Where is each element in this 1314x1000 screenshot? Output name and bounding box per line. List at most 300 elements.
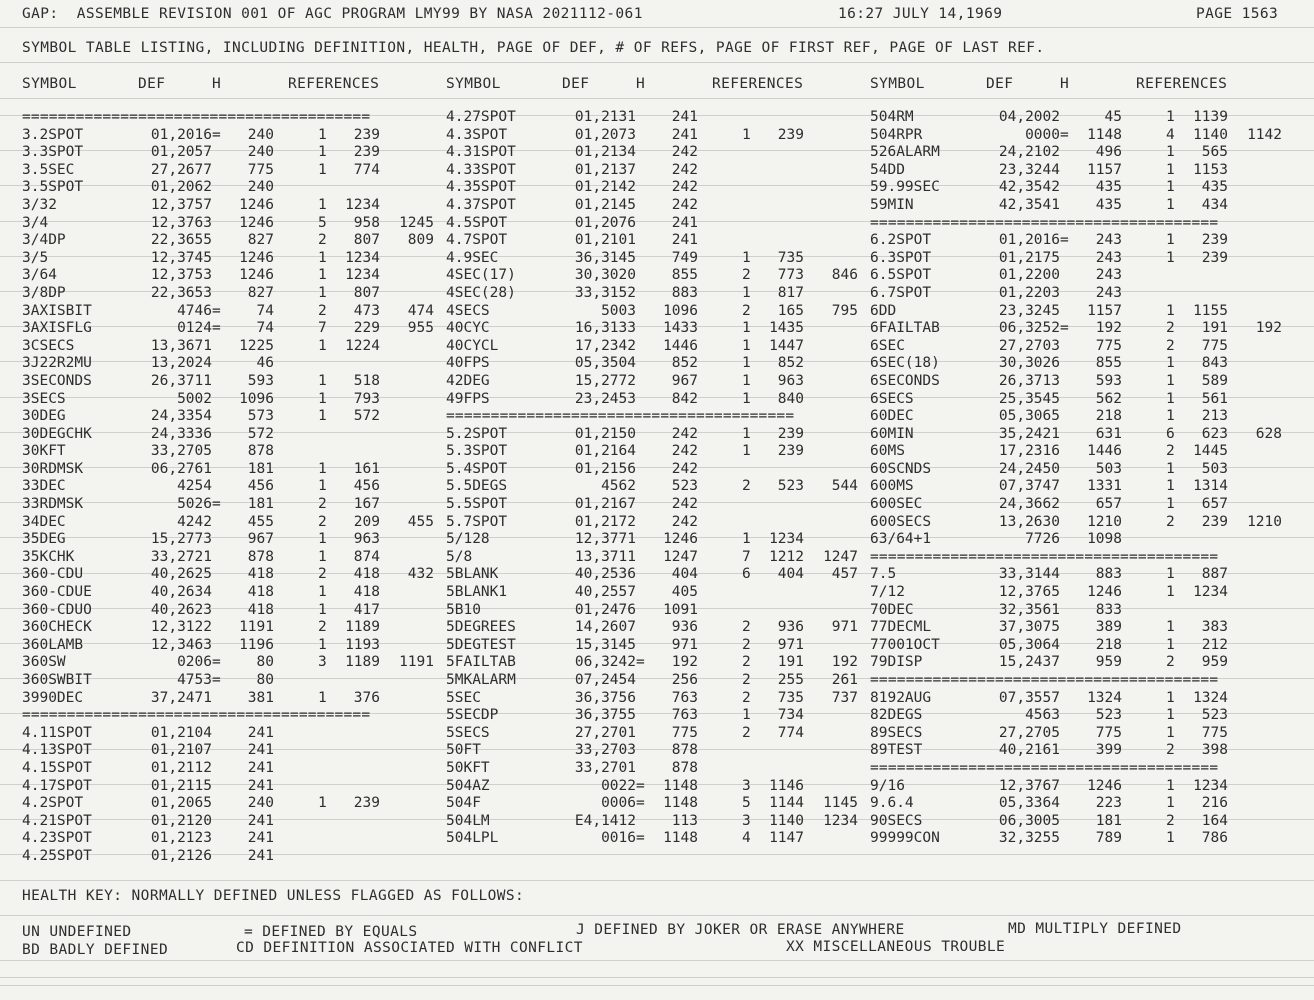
symbol-name: 49FPS: [446, 390, 490, 407]
table-row: [446, 127, 866, 145]
definition-page: 242: [671, 144, 698, 161]
reference-count: 2: [1166, 812, 1175, 829]
first-reference-page: 418: [353, 584, 380, 601]
symbol-name: 5.3SPOT: [446, 443, 508, 460]
symbol-definition: 13,3671: [150, 337, 212, 354]
first-reference-page: 383: [1201, 619, 1228, 636]
symbol-health: =: [1060, 320, 1069, 337]
symbol-name: 5B10: [446, 601, 481, 618]
symbol-health: =: [1060, 232, 1069, 249]
last-reference-page: 955: [407, 320, 434, 337]
table-row: [22, 830, 442, 848]
table-row: [22, 215, 442, 233]
definition-page: 789: [1095, 830, 1122, 847]
symbol-definition: 06,3005: [998, 812, 1060, 829]
symbol-definition: 01,2101: [574, 232, 636, 249]
symbol-health: =: [212, 302, 221, 319]
symbol-definition: 01,2120: [150, 812, 212, 829]
table-row: [870, 637, 1290, 655]
definition-page: 883: [671, 284, 698, 301]
first-reference-page: 1139: [1193, 109, 1228, 125]
reference-count: 2: [742, 267, 751, 284]
table-row: [22, 426, 442, 444]
reference-count: 1: [742, 372, 751, 389]
table-row: [870, 690, 1290, 708]
symbol-name: 3/4: [22, 214, 49, 231]
reference-count: 2: [1166, 654, 1175, 671]
symbol-definition: 40,2161: [998, 742, 1060, 759]
first-reference-page: 1140: [769, 812, 804, 829]
table-row: [870, 162, 1290, 180]
symbol-name: 5/8: [446, 548, 473, 565]
first-reference-page: 376: [353, 689, 380, 706]
first-reference-page: 936: [777, 619, 804, 636]
reference-count: 2: [1166, 513, 1175, 530]
table-row: [22, 127, 442, 145]
reference-count: 2: [318, 232, 327, 249]
definition-page: 775: [247, 161, 274, 178]
first-reference-page: 164: [1201, 812, 1228, 829]
page-header-title: GAP: ASSEMBLE REVISION 001 OF AGC PROGRAM LMY99 BY NASA 2021112-061: [22, 6, 643, 22]
symbol-health: =: [212, 320, 221, 337]
column-header-references: REFERENCES: [1136, 76, 1228, 92]
definition-page: 223: [1095, 795, 1122, 812]
symbol-definition: 33,3152: [574, 284, 636, 301]
reference-count: 2: [1166, 320, 1175, 337]
symbol-definition: 12,3745: [150, 249, 212, 266]
reference-count: 1: [1166, 232, 1175, 249]
table-row: [446, 197, 866, 215]
definition-page: 967: [247, 531, 274, 548]
symbol-definition: 30,3026: [998, 355, 1060, 372]
definition-page: 242: [671, 196, 698, 213]
symbol-name: 4.2SPOT: [22, 795, 84, 812]
table-row: [870, 725, 1290, 743]
first-reference-page: 1314: [1193, 478, 1228, 495]
separator-line: =======================================: [870, 548, 1219, 565]
reference-count: 1: [1166, 619, 1175, 636]
definition-page: 775: [1095, 337, 1122, 354]
definition-page: 503: [1095, 460, 1122, 477]
table-row: [22, 232, 442, 250]
symbol-definition: 24,3336: [150, 425, 212, 442]
last-reference-page: 261: [831, 672, 858, 688]
definition-page: 1157: [1087, 302, 1122, 319]
definition-page: 1246: [239, 214, 274, 231]
first-reference-page: 1189: [345, 654, 380, 671]
reference-count: 1: [1166, 460, 1175, 477]
definition-page: 1246: [239, 249, 274, 266]
reference-count: 4: [742, 830, 751, 847]
reference-count: 2: [318, 496, 327, 513]
first-reference-page: 817: [777, 284, 804, 301]
table-row: [870, 813, 1290, 831]
reference-count: 1: [1166, 196, 1175, 213]
symbol-name: 40FPS: [446, 355, 490, 372]
symbol-definition: 05,3064: [998, 636, 1060, 653]
definition-page: 1196: [239, 636, 274, 653]
table-row: [22, 320, 442, 338]
table-row: [870, 355, 1290, 373]
definition-page: 240: [247, 795, 274, 812]
table-row: [870, 285, 1290, 303]
definition-page: 181: [1095, 812, 1122, 829]
first-reference-page: 473: [353, 302, 380, 319]
symbol-definition: 13,2630: [998, 513, 1060, 530]
reference-count: 1: [1166, 302, 1175, 319]
symbol-health: =: [636, 777, 645, 794]
table-row: [22, 514, 442, 532]
first-reference-page: 523: [777, 478, 804, 495]
symbol-definition: 36,3145: [574, 249, 636, 266]
reference-count: 1: [318, 337, 327, 354]
table-row: [446, 391, 866, 409]
first-reference-page: 775: [1201, 337, 1228, 354]
first-reference-page: 1234: [1193, 777, 1228, 794]
symbol-definition: 07,3747: [998, 478, 1060, 495]
first-reference-page: 239: [353, 795, 380, 812]
table-row: [22, 250, 442, 268]
ruling-line: [0, 985, 1314, 986]
table-row: [22, 725, 442, 743]
definition-page: 631: [1095, 425, 1122, 442]
table-row: [446, 426, 866, 444]
symbol-name: 5.4SPOT: [446, 460, 508, 477]
symbol-definition: 40,2536: [574, 566, 636, 583]
symbol-name: 3.5SEC: [22, 161, 75, 178]
last-reference-page: 192: [831, 654, 858, 671]
definition-page: 1148: [663, 795, 698, 812]
symbol-definition: 4242: [177, 513, 212, 530]
last-reference-page: 1191: [399, 654, 434, 671]
reference-count: 1: [1166, 478, 1175, 495]
definition-page: 404: [671, 566, 698, 583]
definition-page: 1148: [663, 777, 698, 794]
table-row: [446, 654, 866, 672]
reference-count: 3: [742, 812, 751, 829]
reference-count: 1: [318, 548, 327, 565]
table-row: [22, 144, 442, 162]
reference-count: 1: [742, 337, 751, 354]
table-row: [870, 778, 1290, 796]
first-reference-page: 518: [353, 372, 380, 389]
definition-page: 855: [671, 267, 698, 284]
symbol-name: 3.2SPOT: [22, 126, 84, 143]
symbol-name: 3J22R2MU: [22, 355, 92, 372]
symbol-name: 3.5SPOT: [22, 179, 84, 196]
table-row: [446, 813, 866, 831]
definition-page: 74: [256, 320, 274, 337]
table-row: [870, 338, 1290, 356]
first-reference-page: 435: [1201, 179, 1228, 196]
reference-count: 1: [318, 584, 327, 601]
symbol-definition: 01,2167: [574, 496, 636, 513]
reference-count: 1: [742, 249, 751, 266]
symbol-name: 30DEG: [22, 408, 66, 425]
definition-page: 749: [671, 249, 698, 266]
reference-count: 1: [742, 390, 751, 407]
reference-count: 1: [1166, 408, 1175, 425]
reference-count: 7: [742, 548, 751, 565]
table-row: [446, 162, 866, 180]
definition-page: 1191: [239, 619, 274, 636]
symbol-name: 4.27SPOT: [446, 109, 516, 125]
symbol-definition: 33,2701: [574, 759, 636, 776]
symbol-name: 600MS: [870, 478, 914, 495]
first-reference-page: 735: [777, 249, 804, 266]
definition-page: 763: [671, 707, 698, 724]
symbol-name: 5BLANK1: [446, 584, 508, 601]
first-reference-page: 1193: [345, 636, 380, 653]
first-reference-page: 565: [1201, 144, 1228, 161]
definition-page: 242: [671, 161, 698, 178]
symbol-name: 59.99SEC: [870, 179, 940, 196]
definition-page: 241: [247, 830, 274, 847]
first-reference-page: 456: [353, 478, 380, 495]
symbol-name: 4.11SPOT: [22, 724, 92, 741]
last-reference-page: 455: [407, 513, 434, 530]
symbol-name: 6SECONDS: [870, 372, 940, 389]
reference-count: 1: [742, 443, 751, 460]
reference-count: 1: [318, 531, 327, 548]
first-reference-page: 1224: [345, 337, 380, 354]
symbol-name: 60DEC: [870, 408, 914, 425]
table-row: [870, 742, 1290, 760]
symbol-definition: 01,2115: [150, 777, 212, 794]
reference-count: 2: [742, 619, 751, 636]
symbol-definition: 0000: [1025, 126, 1060, 143]
definition-page: 389: [1095, 619, 1122, 636]
reference-count: 1: [742, 320, 751, 337]
table-row: [22, 355, 442, 373]
symbol-definition: 17,2342: [574, 337, 636, 354]
definition-page: 593: [247, 372, 274, 389]
definition-page: 218: [1095, 636, 1122, 653]
table-row: [870, 127, 1290, 145]
table-row: [870, 391, 1290, 409]
symbol-name: 99999CON: [870, 830, 940, 847]
table-row: [22, 478, 442, 496]
reference-count: 1: [1166, 636, 1175, 653]
table-row: [446, 707, 866, 725]
definition-page: 405: [671, 584, 698, 601]
health-key-item: XX MISCELLANEOUS TROUBLE: [786, 939, 1006, 955]
first-reference-page: 523: [1201, 707, 1228, 724]
symbol-definition: 12,3763: [150, 214, 212, 231]
definition-page: 936: [671, 619, 698, 636]
first-reference-page: 239: [353, 126, 380, 143]
ruling-line: [0, 98, 1314, 99]
definition-page: 192: [671, 654, 698, 671]
symbol-name: 5/128: [446, 531, 490, 548]
table-row: [446, 478, 866, 496]
separator-line: =======================================: [22, 707, 371, 724]
symbol-health: =: [212, 672, 221, 688]
definition-page: 1246: [239, 267, 274, 284]
definition-page: 243: [1095, 284, 1122, 301]
reference-count: 1: [1166, 496, 1175, 513]
definition-page: 181: [247, 496, 274, 513]
table-row: [870, 830, 1290, 848]
symbol-definition: 23,3244: [998, 161, 1060, 178]
table-row: [446, 320, 866, 338]
symbol-definition: 35,2421: [998, 425, 1060, 442]
definition-page: 243: [1095, 249, 1122, 266]
symbol-name: 5.5DEGS: [446, 478, 508, 495]
symbol-health: =: [636, 830, 645, 847]
reference-count: 1: [1166, 390, 1175, 407]
symbol-name: 5.2SPOT: [446, 425, 508, 442]
first-reference-page: 1234: [345, 196, 380, 213]
first-reference-page: 418: [353, 566, 380, 583]
first-reference-page: 1140: [1193, 126, 1228, 143]
definition-page: 241: [247, 742, 274, 759]
symbol-name: 4.21SPOT: [22, 812, 92, 829]
symbol-name: 504RPR: [870, 126, 923, 143]
table-row: [22, 285, 442, 303]
first-reference-page: 774: [777, 724, 804, 741]
table-row: [22, 267, 442, 285]
first-reference-page: 774: [353, 161, 380, 178]
reference-count: 2: [742, 672, 751, 688]
table-row: [870, 232, 1290, 250]
definition-page: 240: [247, 126, 274, 143]
ruling-line: [0, 960, 1314, 961]
definition-page: 241: [247, 724, 274, 741]
first-reference-page: 786: [1201, 830, 1228, 847]
first-reference-page: 255: [777, 672, 804, 688]
symbol-definition: 13,2024: [150, 355, 212, 372]
symbol-definition: 40,2557: [574, 584, 636, 601]
symbol-definition: 5003: [601, 302, 636, 319]
symbol-definition: 12,3771: [574, 531, 636, 548]
symbol-name: 8192AUG: [870, 689, 932, 706]
table-row: [22, 795, 442, 813]
symbol-name: 4.37SPOT: [446, 196, 516, 213]
definition-page: 80: [256, 654, 274, 671]
definition-page: 435: [1095, 179, 1122, 196]
symbol-name: 90SECS: [870, 812, 923, 829]
reference-count: 6: [742, 566, 751, 583]
symbol-definition: 24,3354: [150, 408, 212, 425]
last-reference-page: 628: [1255, 425, 1282, 442]
reference-count: 1: [318, 249, 327, 266]
definition-page: 1246: [239, 196, 274, 213]
definition-page: 1246: [1087, 777, 1122, 794]
symbol-name: 504F: [446, 795, 481, 812]
symbol-definition: 23,2453: [574, 390, 636, 407]
first-reference-page: 239: [1201, 249, 1228, 266]
reference-count: 1: [1166, 372, 1175, 389]
table-row: [446, 795, 866, 813]
symbol-definition: 37,3075: [998, 619, 1060, 636]
symbol-definition: 01,2145: [574, 196, 636, 213]
ruling-line: [0, 880, 1314, 881]
separator-line: =======================================: [870, 672, 1219, 688]
symbol-definition: 24,2102: [998, 144, 1060, 161]
definition-page: 1331: [1087, 478, 1122, 495]
table-row: [22, 391, 442, 409]
table-row: [22, 654, 442, 672]
definition-page: 763: [671, 689, 698, 706]
table-row: [446, 690, 866, 708]
section-separator: [870, 549, 1290, 567]
first-reference-page: 239: [777, 425, 804, 442]
column-header-references: REFERENCES: [288, 76, 380, 92]
symbol-definition: 42,3542: [998, 179, 1060, 196]
symbol-name: 30KFT: [22, 443, 66, 460]
reference-count: 2: [1166, 443, 1175, 460]
table-row: [446, 267, 866, 285]
symbol-definition: 0124: [177, 320, 212, 337]
health-key-title: HEALTH KEY: NORMALLY DEFINED UNLESS FLAGGED AS FOLLOWS:: [22, 888, 525, 904]
table-row: [446, 725, 866, 743]
symbol-name: 30RDMSK: [22, 460, 84, 477]
symbol-name: 40CYC: [446, 320, 490, 337]
reference-count: 1: [1166, 566, 1175, 583]
first-reference-page: 229: [353, 320, 380, 337]
symbol-name: 600SECS: [870, 513, 932, 530]
table-row: [22, 760, 442, 778]
first-reference-page: 1189: [345, 619, 380, 636]
symbol-definition: 01,2203: [998, 284, 1060, 301]
symbol-name: 504RM: [870, 109, 914, 125]
definition-page: 593: [1095, 372, 1122, 389]
table-row: [446, 760, 866, 778]
symbol-definition: 30,3020: [574, 267, 636, 284]
symbol-name: 4.13SPOT: [22, 742, 92, 759]
definition-page: 775: [1095, 724, 1122, 741]
reference-count: 1: [318, 161, 327, 178]
reference-count: 2: [318, 566, 327, 583]
column-header-h: H: [1060, 76, 1070, 92]
reference-count: 1: [742, 355, 751, 372]
definition-page: 1148: [1087, 126, 1122, 143]
symbol-name: 600SEC: [870, 496, 923, 513]
symbol-name: 30DEGCHK: [22, 425, 92, 442]
symbol-name: 3CSECS: [22, 337, 75, 354]
health-key-item: J DEFINED BY JOKER OR ERASE ANYWHERE: [576, 922, 905, 938]
definition-page: 855: [1095, 355, 1122, 372]
symbol-definition: 01,2476: [574, 601, 636, 618]
symbol-name: 4.3SPOT: [446, 126, 508, 143]
definition-page: 74: [256, 302, 274, 319]
symbol-health: =: [636, 795, 645, 812]
last-reference-page: 1145: [823, 795, 858, 812]
definition-page: 523: [671, 478, 698, 495]
table-row: [22, 531, 442, 549]
table-row: [446, 443, 866, 461]
symbol-name: 3SECONDS: [22, 372, 92, 389]
reference-count: 1: [318, 601, 327, 618]
table-row: [446, 461, 866, 479]
table-row: [870, 496, 1290, 514]
symbol-definition: 01,2107: [150, 742, 212, 759]
symbol-name: 3/64: [22, 267, 57, 284]
table-row: [22, 566, 442, 584]
table-row: [446, 496, 866, 514]
symbol-definition: 15,3145: [574, 636, 636, 653]
table-row: [870, 144, 1290, 162]
first-reference-page: 216: [1201, 795, 1228, 812]
symbol-name: 4.9SEC: [446, 249, 499, 266]
symbol-definition: 16,3133: [574, 320, 636, 337]
separator-line: =======================================: [870, 214, 1219, 231]
symbol-name: 63/64+1: [870, 531, 932, 548]
symbol-name: 4SEC(17): [446, 267, 516, 284]
symbol-health: =: [212, 496, 221, 513]
symbol-name: 504LPL: [446, 830, 499, 847]
